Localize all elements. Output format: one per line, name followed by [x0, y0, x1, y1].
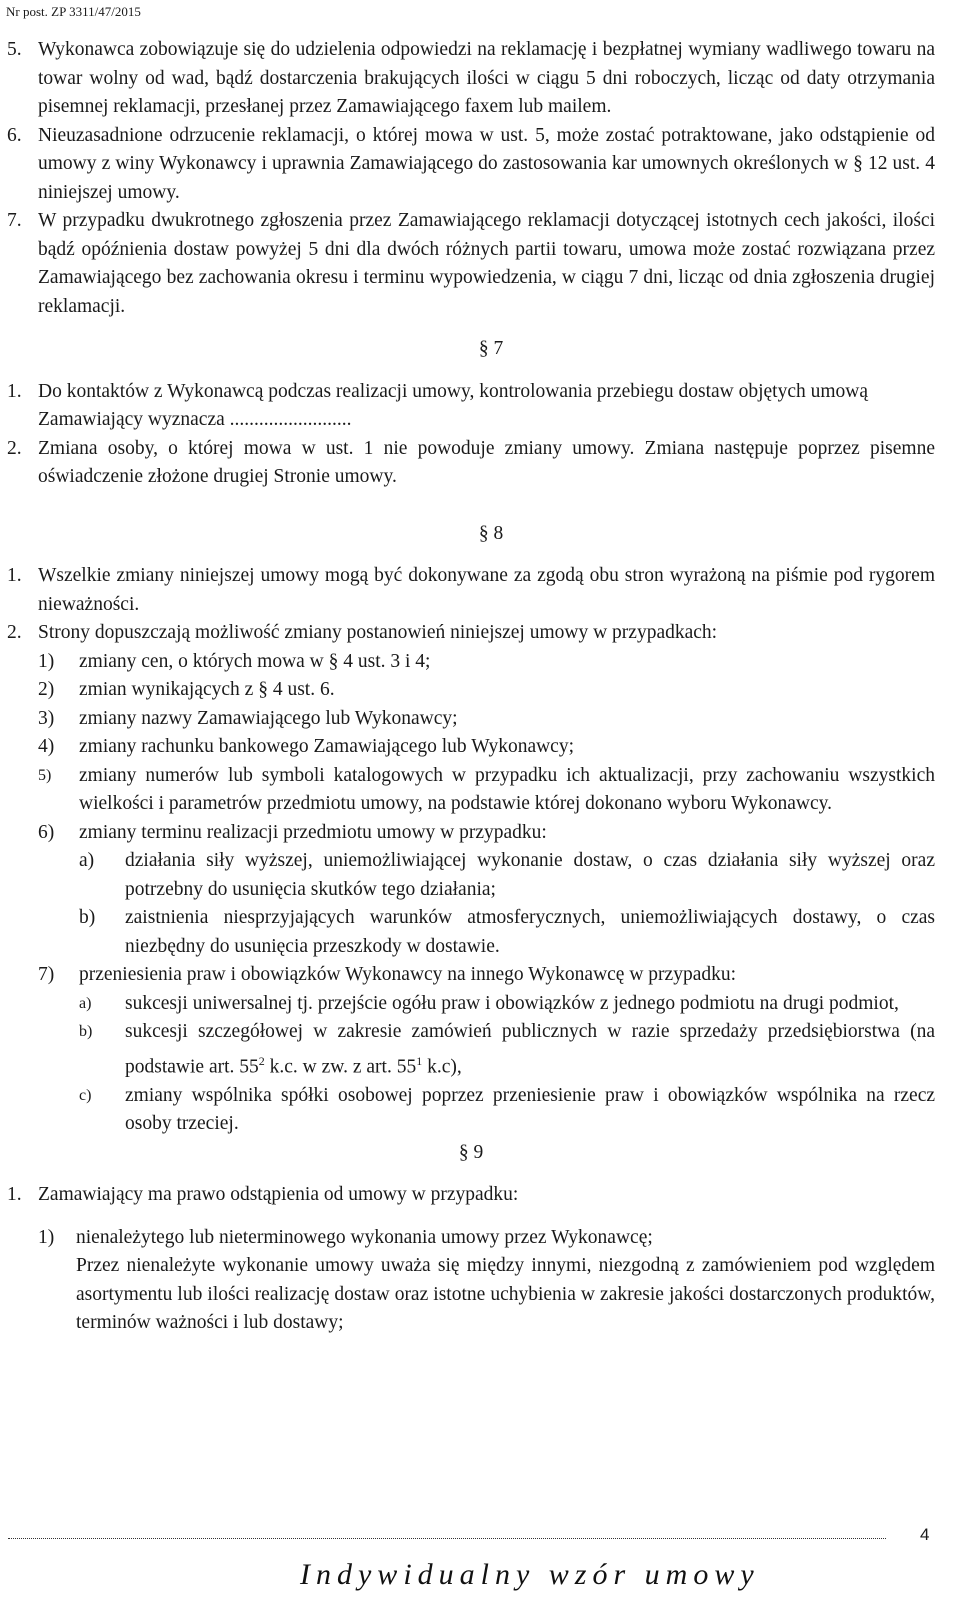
item-number: 5)	[38, 766, 52, 784]
document-reference: Nr post. ZP 3311/47/2015	[6, 4, 141, 19]
nested-sublist	[38, 990, 935, 1139]
paragraph: Przez nienależyte wykonanie umowy uważa się między innymi, niezgodną z zamówieniem pod względem asortymentu lub ilości realizację dostaw oraz istotne uchybienia w zakresie jakości dostarczonych produktów, terminów ważności i lub dostawy;	[76, 1255, 935, 1333]
item-letter: b)	[79, 1023, 93, 1040]
item-text: zmiany terminu realizacji przedmiotu umowy w przypadku:	[79, 821, 547, 843]
item-text: Zmiana osoby, o której mowa w ust. 1 nie powoduje zmiany umowy. Zmiana następuje poprzez pisemne oświadczenie złożone drugiej Stronie umowy.	[38, 437, 935, 487]
section-heading-9: § 9	[458, 1141, 484, 1163]
list-item	[7, 36, 935, 122]
nested-item	[79, 1018, 935, 1082]
item-text: Do kontaktów z Wykonawcą podczas realizacji umowy, kontrolowania przebiegu dostaw objętych umową Zamawiający wyznacza .........................	[38, 380, 869, 430]
item-number: 1.	[7, 380, 22, 402]
nested-sublist	[38, 847, 935, 961]
list-item	[7, 435, 935, 492]
list-item	[7, 619, 935, 648]
item-text: Nieuzasadnione odrzucenie reklamacji, o której mowa w ust. 5, może zostać potraktowane, jako odstąpienie od umowy z winy Wykonawcy i uprawnia Zamawiającego do zastosowania kar umownych określonych w § 12 ust. 4 niniejszej umowy.	[38, 124, 935, 203]
item-number: 2.	[7, 437, 22, 459]
list-item	[7, 207, 935, 321]
sublist	[7, 1224, 935, 1338]
item-text: W przypadku dwukrotnego zgłoszenia przez Zamawiającego reklamacji dotyczącej istotnych cech jakości, ilości bądź opóźnienia dostaw powyżej 5 dni dla dwóch różnych partii towaru, umowa może zostać rozwiązana przez Zamawiającego bez zachowania okresu i terminu wypowiedzenia, w ciągu 7 dni, licząc od dnia zgłoszenia drugiej reklamacji.	[38, 210, 935, 317]
item-text: zmiany rachunku bankowego Zamawiającego lub Wykonawcy;	[79, 736, 575, 757]
item-text: zaistnienia niesprzyjających warunków atmosferycznych, uniemożliwiających dostawy, o czas niezbędny do usunięcia przeszkody w dostawie.	[125, 907, 935, 957]
item-number: 1.	[7, 1184, 22, 1205]
item-number: 6)	[38, 821, 55, 843]
item-number: 1.	[7, 565, 22, 586]
footer-dotted-line	[8, 1538, 886, 1539]
list-item	[7, 562, 935, 619]
page-number: 4	[920, 1525, 930, 1544]
item-text: Zamawiający ma prawo odstąpienia od umowy w przypadku:	[38, 1184, 519, 1205]
item-text: sukcesji szczegółowej w zakresie zamówień publicznych w razie sprzedaży przedsiębiorstwa (na podstawie art. $55^2$ k.c. w zw. z art. $55^1$ k.c),	[125, 1021, 935, 1077]
item-number: 4)	[38, 736, 55, 757]
item-letter: a)	[79, 850, 95, 871]
item-text: Strony dopuszczają możliwość zmiany postanowień niniejszej umowy w przypadkach:	[38, 622, 718, 643]
item-letter: c)	[79, 1086, 92, 1104]
section-heading-7: § 7	[478, 338, 504, 359]
sublist-item	[38, 819, 935, 848]
item-text: przeniesienia praw i obowiązków Wykonawcy na innego Wykonawcę w przypadku:	[79, 964, 737, 985]
item-text: Wszelkie zmiany niniejszej umowy mogą być dokonywane za zgodą obu stron wyrażoną na piśmie pod rygorem nieważności.	[38, 565, 935, 615]
item-text: zmiany cen, o których mowa w § 4 ust. 3 i 4;	[79, 650, 431, 672]
item-text: Wykonawca zobowiązuje się do udzielenia odpowiedzi na reklamację i bezpłatnej wymiany wadliwego towaru na towar wolny od wad, bądź dostarczenia brakujących ilości w ciągu 5 dni roboczych, licząc od daty otrzymania pisemnej reklamacji, przesłanej przez Zamawiającego faxem lub mailem.	[38, 39, 935, 117]
nested-item	[79, 1082, 935, 1139]
document-body	[7, 36, 935, 1338]
list-item	[7, 122, 935, 208]
item-text: nienależytego lub nieterminowego wykonania umowy przez Wykonawcę;	[76, 1226, 653, 1248]
sublist-item	[38, 1224, 935, 1253]
item-letter: b)	[79, 907, 96, 928]
item-number: 6.	[7, 124, 22, 146]
nested-item	[79, 904, 935, 961]
item-text: zmiany numerów lub symboli katalogowych w przypadku ich aktualizacji, przy zachowaniu wszystkich wielkości i parametrów przedmiotu umowy, na podstawie której dokonano wyboru Wykonawcy.	[79, 764, 935, 814]
item-text: zmiany nazwy Zamawiającego lub Wykonawcy;	[79, 707, 458, 729]
item-text: zmiany wspólnika spółki osobowej poprzez przeniesienie praw i obowiązków wspólnika na rzecz osoby trzeciej.	[125, 1084, 935, 1134]
sublist-item	[38, 648, 935, 677]
nested-item	[79, 990, 935, 1019]
footer-title: Indywidualny wzór umowy	[300, 1558, 760, 1591]
list-item	[7, 1181, 935, 1210]
sublist-item	[38, 676, 935, 705]
item-number: 7)	[38, 964, 55, 985]
item-text: zmian wynikających z § 4 ust. 6.	[79, 679, 335, 700]
item-text: sukcesji uniwersalnej tj. przejście ogółu praw i obowiązków z jednego podmiotu na drugi podmiot,	[125, 992, 899, 1014]
item-number: 3)	[38, 707, 55, 729]
sublist	[7, 648, 935, 1139]
item-number: 2)	[38, 679, 55, 700]
item-number: 5.	[7, 39, 22, 60]
sublist-item	[38, 762, 935, 819]
nested-item	[79, 847, 935, 904]
item-number: 1)	[38, 650, 55, 672]
item-letter: a)	[79, 994, 92, 1012]
item-text: działania siły wyższej, uniemożliwiającej wykonanie dostaw, o czas działania siły wyższej oraz potrzebny do usunięcia skutków tego działania;	[125, 850, 935, 900]
item-number: 7.	[7, 210, 22, 231]
sublist-item	[38, 961, 935, 990]
item-number: 2.	[7, 622, 22, 643]
section-heading-8: § 8	[478, 522, 504, 544]
item-number: 1)	[38, 1226, 55, 1248]
list-item	[7, 378, 935, 435]
sublist-item	[38, 733, 935, 762]
sublist-item	[38, 705, 935, 734]
